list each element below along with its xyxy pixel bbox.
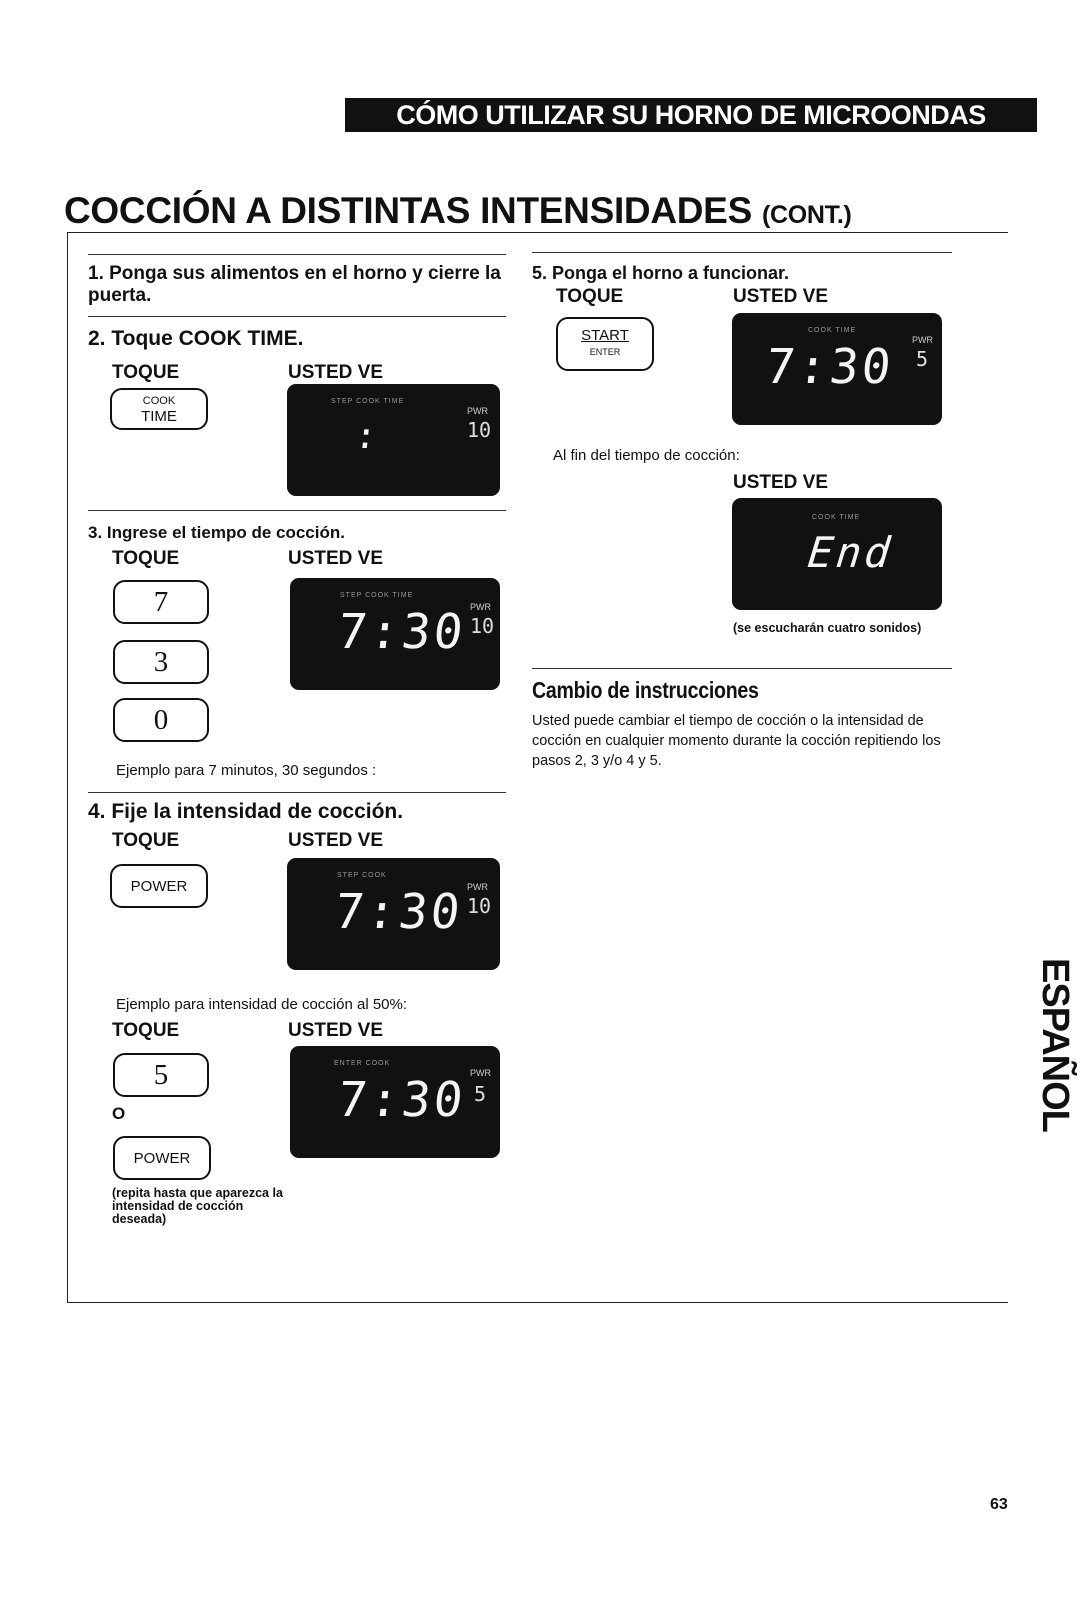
enter-label: ENTER — [589, 347, 621, 357]
display-step4 — [287, 858, 500, 970]
step3-example: Ejemplo para 7 minutos, 30 segundos : — [116, 762, 377, 779]
display-pwr-value: 10 — [467, 894, 492, 918]
you-see-label: USTED VE — [288, 830, 384, 851]
divider — [532, 668, 952, 669]
divider — [88, 316, 506, 317]
display-indicators: ENTER COOK — [334, 1060, 391, 1067]
or-text: O — [112, 1104, 126, 1123]
step4-note: (repita hasta que aparezca la intensidad de cocción deseada) — [112, 1186, 283, 1226]
you-see-label: USTED VE — [288, 548, 384, 569]
display-step4b — [290, 1046, 500, 1158]
display-pwr-value: 5 — [916, 347, 929, 371]
change-title: Cambio de instrucciones — [532, 677, 759, 703]
you-see-label: USTED VE — [288, 362, 384, 383]
divider — [88, 792, 506, 793]
page-title-text: COCCIÓN A DISTINTAS INTENSIDADES — [64, 190, 752, 231]
key-0-button[interactable]: 0 — [113, 698, 209, 742]
display-digits: : — [352, 416, 382, 457]
display-digits: 7:30 — [335, 604, 469, 660]
page-title-suffix: (CONT.) — [761, 201, 852, 229]
display-pwr-label: PWR — [912, 335, 933, 345]
display-pwr-value: 5 — [474, 1082, 487, 1106]
start-label: START — [581, 327, 629, 344]
step4-heading: 4. Fije la intensidad de cocción. — [88, 800, 404, 823]
key-3-button[interactable]: 3 — [113, 640, 209, 684]
section-banner: CÓMO UTILIZAR SU HORNO DE MICROONDAS — [345, 98, 1037, 132]
cook-time-line1: COOK — [142, 395, 176, 407]
step1-text: 1. Ponga sus alimentos en el horno y cierre la puerta. — [88, 263, 501, 306]
display-step3 — [290, 578, 500, 690]
language-label: ESPAÑOL — [1034, 958, 1076, 1132]
power-button[interactable]: POWER — [110, 864, 208, 908]
display-pwr-value: 10 — [467, 418, 492, 442]
touch-label: TOQUE — [112, 362, 180, 383]
display-indicators: STEP COOK TIME — [340, 592, 414, 599]
display-digits: 7:30 — [763, 339, 897, 395]
display-digits: 7:30 — [332, 884, 466, 940]
divider — [88, 254, 506, 255]
display-step2 — [287, 384, 500, 496]
display-pwr-value: 10 — [470, 614, 495, 638]
display-indicators: COOK TIME — [812, 514, 861, 521]
step3-heading: 3. Ingrese el tiempo de cocción. — [88, 523, 345, 542]
change-text: Usted puede cambiar el tiempo de cocción o la intensidad de cocción en cualquier momento durante la cocción repitiendo los pasos 2, 3 y/o 4 y 5. — [532, 713, 941, 769]
display-end-text: End — [805, 528, 896, 577]
you-see-label: USTED VE — [288, 1020, 384, 1041]
start-button[interactable] — [556, 317, 654, 371]
display-pwr-label: PWR — [467, 406, 488, 416]
display-indicators: STEP COOK TIME — [331, 398, 405, 405]
display-pwr-label: PWR — [470, 1068, 491, 1078]
display-pwr-label: PWR — [470, 602, 491, 612]
touch-label: TOQUE — [112, 548, 180, 569]
you-see-label: USTED VE — [733, 472, 829, 493]
display-indicators: COOK TIME — [808, 327, 857, 334]
language-side-tab — [1028, 958, 1080, 1178]
step5-heading: 5. Ponga el horno a funcionar. — [532, 263, 790, 283]
cook-time-button[interactable] — [110, 388, 208, 430]
page-number: 63 — [990, 1496, 1008, 1513]
you-see-label: USTED VE — [733, 286, 829, 307]
divider — [88, 510, 506, 511]
divider — [532, 252, 952, 253]
touch-label: TOQUE — [556, 286, 624, 307]
key-5-button[interactable]: 5 — [113, 1053, 209, 1097]
display-step5 — [732, 313, 942, 425]
display-pwr-label: PWR — [467, 882, 488, 892]
display-end — [732, 498, 942, 610]
touch-label: TOQUE — [112, 1020, 180, 1041]
end-text: Al fin del tiempo de cocción: — [553, 447, 740, 464]
page-title — [64, 190, 852, 232]
cook-time-line2: TIME — [141, 408, 177, 425]
display-digits: 7:30 — [335, 1072, 469, 1128]
touch-label: TOQUE — [112, 830, 180, 851]
step2-heading: 2. Toque COOK TIME. — [88, 327, 304, 350]
power-button-2[interactable]: POWER — [113, 1136, 211, 1180]
display-indicators: STEP COOK — [337, 872, 387, 879]
step4-example: Ejemplo para intensidad de cocción al 50%: — [116, 996, 408, 1013]
end-note: (se escucharán cuatro sonidos) — [733, 621, 922, 635]
key-7-button[interactable]: 7 — [113, 580, 209, 624]
